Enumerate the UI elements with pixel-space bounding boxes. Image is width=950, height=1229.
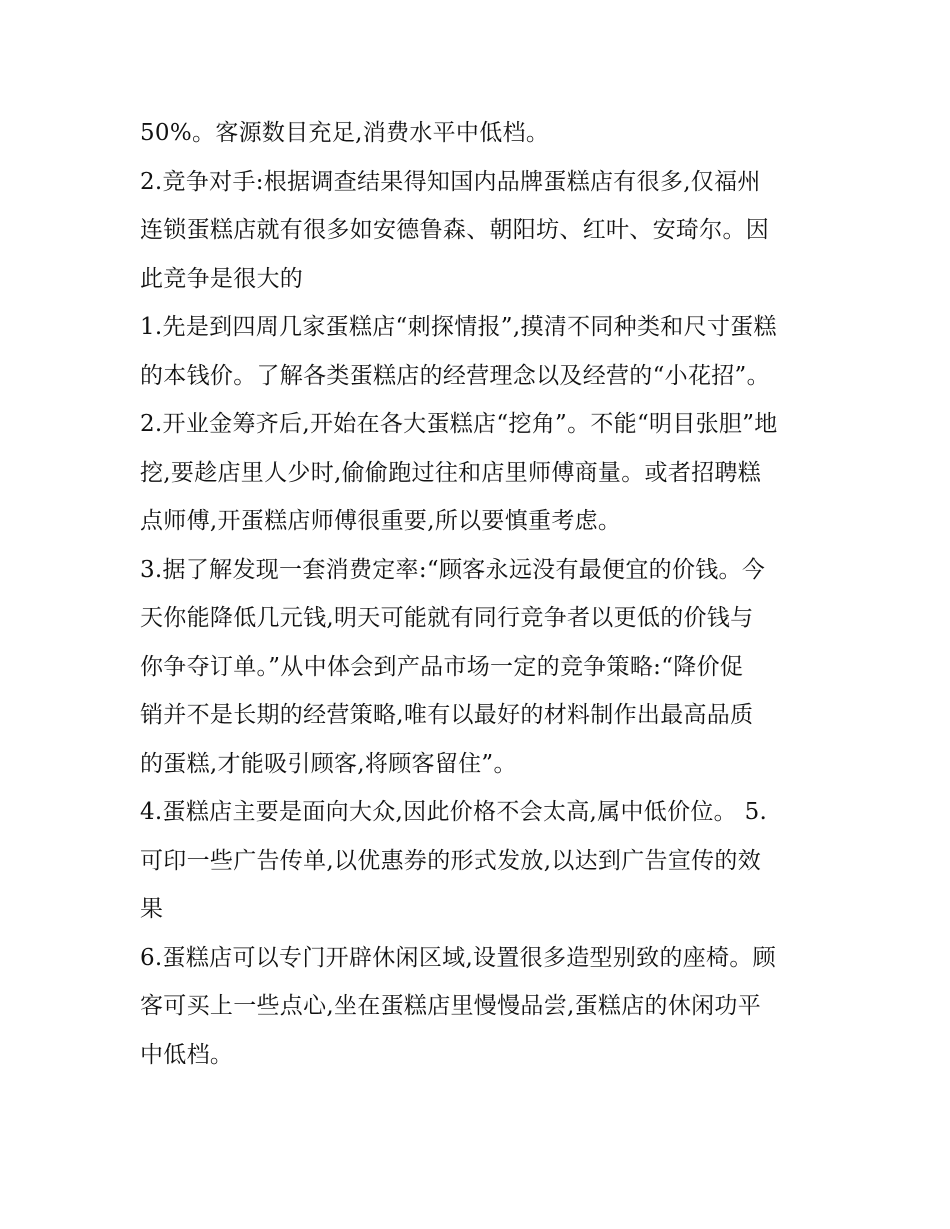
text-line: 点师傅,开蛋糕店师傅很重要,所以要慎重考虑。 bbox=[140, 508, 622, 534]
text-line: 中低档。 bbox=[140, 1041, 234, 1068]
text-line: 2.竞争对手:根据调查结果得知国内品牌蛋糕店有很多,仅福州 bbox=[140, 168, 761, 195]
text-line: 连锁蛋糕店就有很多如安德鲁森、朝阳坊、红叶、安琦尔。因 bbox=[140, 217, 770, 243]
text-line: 的本钱价。了解各类蛋糕店的经营理念以及经营的“小花招”。 bbox=[140, 362, 770, 389]
text-line: 天你能降低几元钱,明天可能就有同行竞争者以更低的价钱与 bbox=[140, 605, 754, 631]
text-line: 挖,要趁店里人少时,偷偷跑过往和店里师傅商量。或者招聘糕 bbox=[140, 459, 762, 486]
text-line: 你争夺订单。”从中体会到产品市场一定的竞争策略:“降价促 bbox=[140, 653, 744, 680]
text-line: 果 bbox=[140, 896, 164, 922]
text-line: 的蛋糕,才能吸引顾客,将顾客留住”。 bbox=[140, 750, 517, 777]
document-body bbox=[140, 109, 820, 1079]
text-line: 50%。客源数目充足,消费水平中低档。 bbox=[140, 120, 550, 146]
text-line: 4.蛋糕店主要是面向大众,因此价格不会太高,属中低价位。 5. bbox=[140, 799, 768, 825]
text-line: 1.先是到四周几家蛋糕店“刺探情报”,摸清不同种类和尺寸蛋糕 bbox=[140, 314, 777, 340]
text-line: 客可买上一些点心,坐在蛋糕店里慢慢品尝,蛋糕店的休闲功平 bbox=[140, 993, 762, 1019]
text-line: 3.据了解发现一套消费定率:“顾客永远没有最便宜的价钱。今 bbox=[140, 556, 766, 583]
text-line: 可印一些广告传单,以优惠券的形式发放,以达到广告宣传的效 bbox=[140, 847, 762, 874]
text-line: 销并不是长期的经营策略,唯有以最好的材料制作出最高品质 bbox=[140, 702, 754, 728]
text-line: 2.开业金筹齐后,开始在各大蛋糕店“挖角”。不能“明目张胆”地 bbox=[140, 411, 778, 437]
text-line: 6.蛋糕店可以专门开辟休闲区域,设置很多造型别致的座椅。顾 bbox=[140, 944, 776, 971]
text-line: 此竞争是很大的 bbox=[140, 265, 304, 292]
